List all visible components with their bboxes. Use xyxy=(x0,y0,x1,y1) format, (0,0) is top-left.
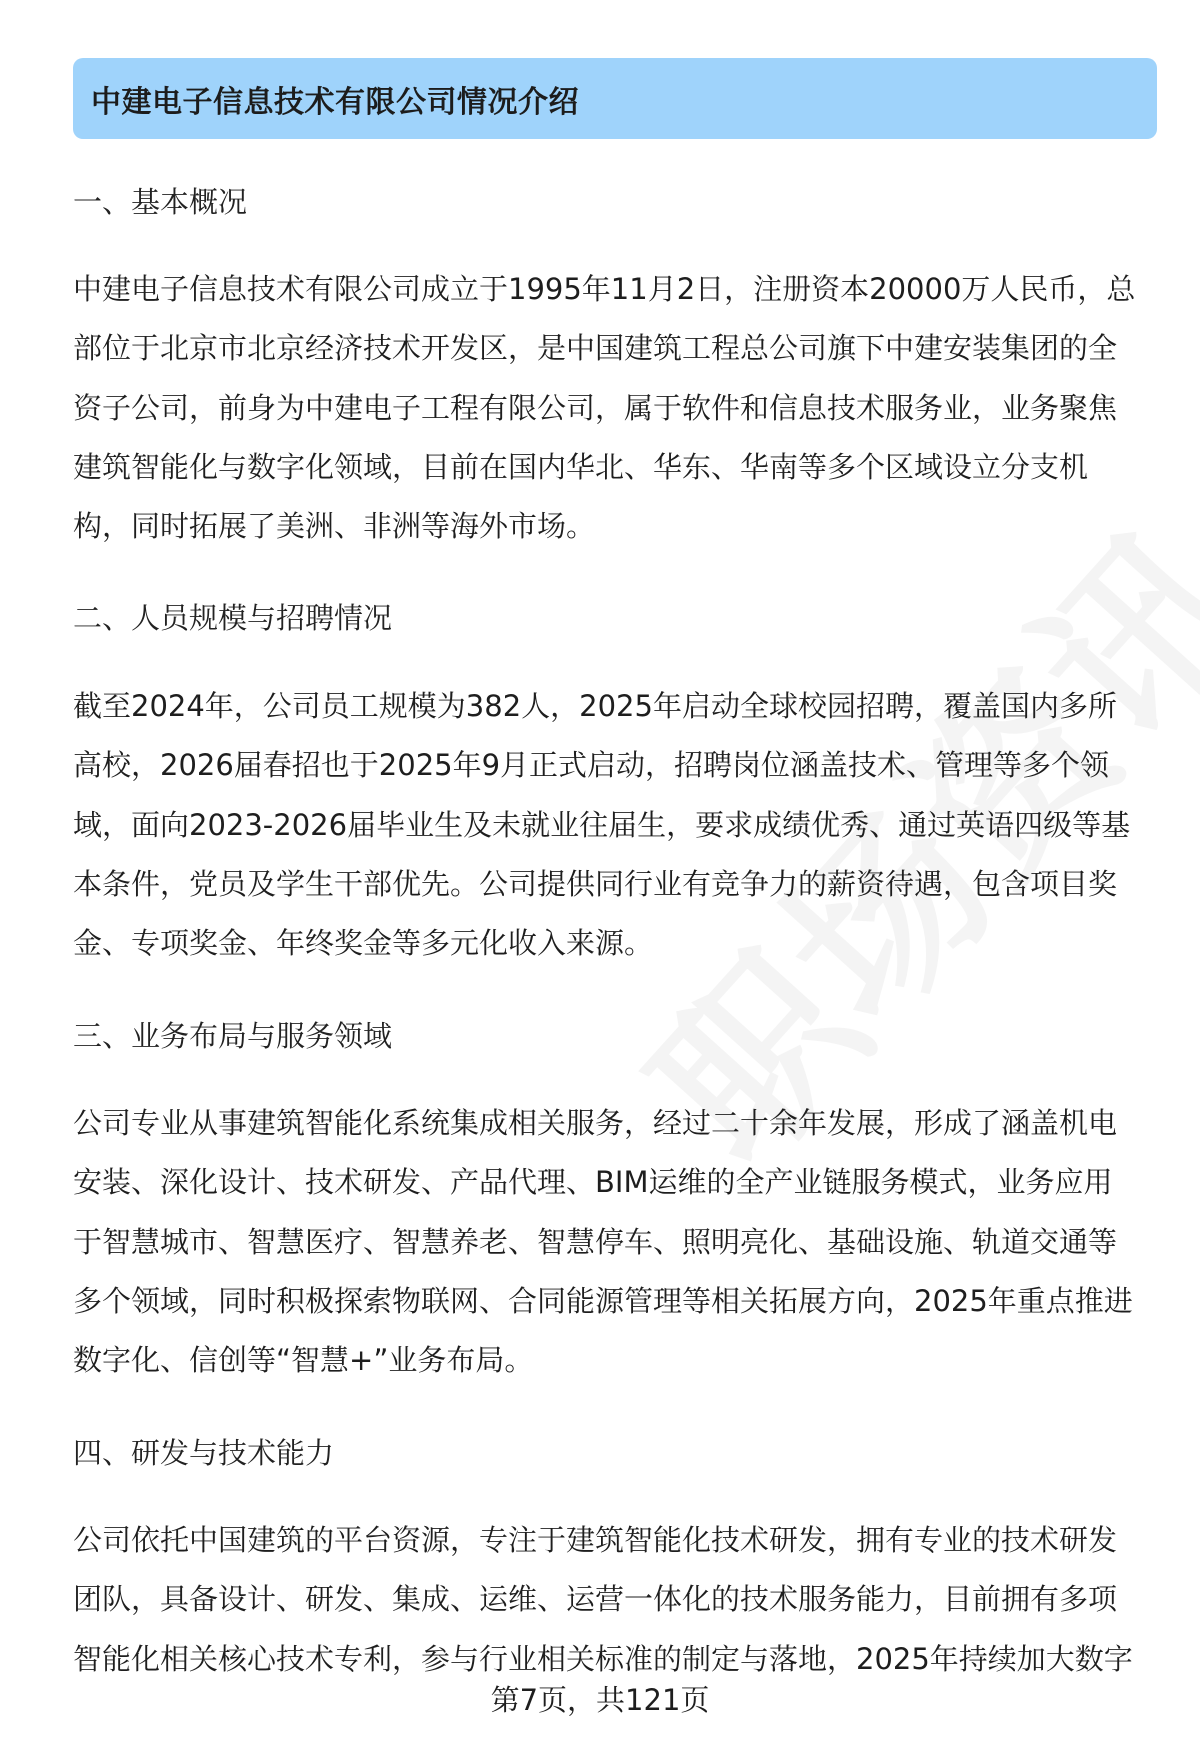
paragraph-line: 建筑智能化与数字化领域，目前在国内华北、华东、华南等多个区域设立分支机 xyxy=(73,449,1089,484)
paragraph-line: 安装、深化设计、技术研发、产品代理、BIM运维的全产业链服务模式，业务应用 xyxy=(73,1165,1113,1200)
paragraph-line: 域，面向2023-2026届毕业生及未就业往届生，要求成绩优秀、通过英语四级等基 xyxy=(73,807,1131,842)
paragraph-line: 智能化相关核心技术专利，参与行业相关标准的制定与落地，2025年持续加大数字 xyxy=(73,1641,1133,1676)
document-title: 中建电子信息技术有限公司情况介绍 xyxy=(91,84,579,120)
section-paragraph-staffing xyxy=(73,677,1163,973)
paragraph-line: 团队，具备设计、研发、集成、运维、运营一体化的技术服务能力，目前拥有多项 xyxy=(73,1582,1118,1617)
section-heading-basic-overview: 一、基本概况 xyxy=(73,185,248,219)
paragraph-line: 公司专业从事建筑智能化系统集成相关服务，经过二十余年发展，形成了涵盖机电 xyxy=(73,1106,1118,1140)
section-heading-business: 三、业务布局与服务领域 xyxy=(73,1019,393,1053)
paragraph-line: 截至2024年，公司员工规模为382人，2025年启动全球校园招聘，覆盖国内多所 xyxy=(73,689,1117,723)
title-banner xyxy=(73,58,1157,139)
paragraph-line: 高校，2026届春招也于2025年9月正式启动，招聘岗位涵盖技术、管理等多个领 xyxy=(73,748,1110,783)
paragraph-line: 金、专项奖金、年终奖金等多元化收入来源。 xyxy=(73,926,654,961)
section-paragraph-rnd xyxy=(73,1511,1163,1689)
paragraph-line: 多个领域，同时积极探索物联网、合同能源管理等相关拓展方向，2025年重点推进 xyxy=(73,1283,1133,1318)
section-heading-rnd: 四、研发与技术能力 xyxy=(73,1436,335,1470)
section-paragraph-basic-overview xyxy=(73,260,1163,556)
paragraph-line: 构，同时拓展了美洲、非洲等海外市场。 xyxy=(73,509,596,544)
paragraph-line: 部位于北京市北京经济技术开发区，是中国建筑工程总公司旗下中建安装集团的全 xyxy=(73,331,1118,366)
paragraph-line: 中建电子信息技术有限公司成立于1995年11月2日，注册资本20000万人民币，总 xyxy=(73,272,1136,306)
paragraph-line: 公司依托中国建筑的平台资源，专注于建筑智能化技术研发，拥有专业的技术研发 xyxy=(73,1523,1118,1557)
paragraph-line: 于智慧城市、智慧医疗、智慧养老、智慧停车、照明亮化、基础设施、轨道交通等 xyxy=(73,1224,1118,1259)
paragraph-line: 数字化、信创等“智慧+”业务布局。 xyxy=(73,1343,534,1378)
paragraph-line: 本条件，党员及学生干部优先。公司提供同行业有竞争力的薪资待遇，包含项目奖 xyxy=(73,866,1118,901)
section-heading-staffing: 二、人员规模与招聘情况 xyxy=(73,601,393,635)
paragraph-line: 资子公司，前身为中建电子工程有限公司，属于软件和信息技术服务业，业务聚焦 xyxy=(73,390,1118,425)
page-number: 第7页，共121页 xyxy=(490,1683,710,1717)
section-paragraph-business xyxy=(73,1094,1163,1390)
